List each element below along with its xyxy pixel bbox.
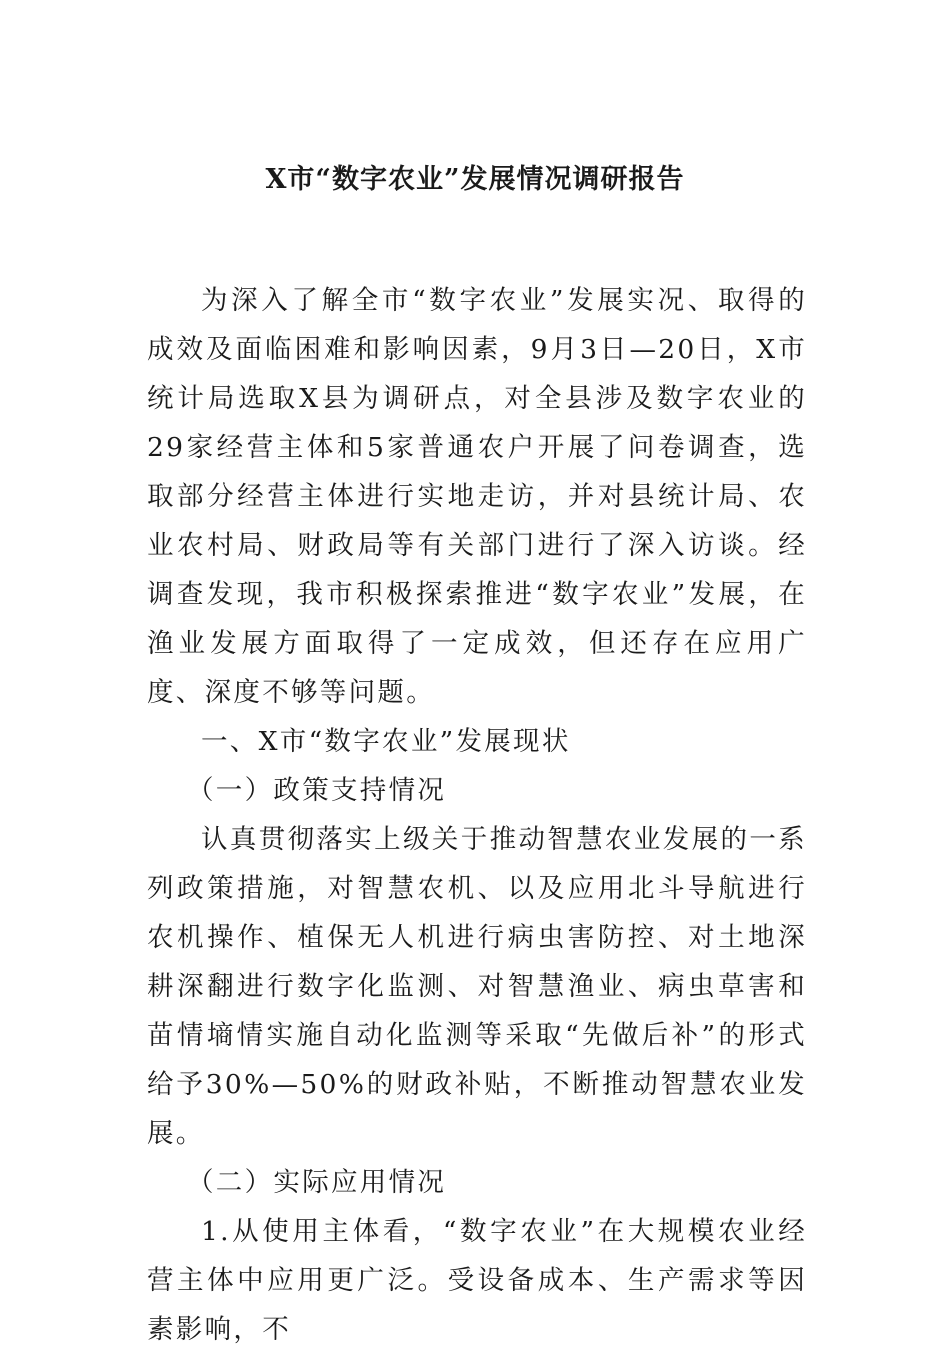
application-paragraph: 1.从使用主体看，“数字农业”在大规模农业经营主体中应用更广泛。受设备成本、生产需求等因素影响，不 [147,1216,807,1345]
policy-paragraph: 认真贯彻落实上级关于推动智慧农业发展的一系列政策措施，对智慧农机、以及应用北斗导航进行农机操作、植保无人机进行病虫害防控、对土地深耕深翻进行数字化监测、对智慧渔业、病虫草害和苗情墒情实施自动化监测等采取“先做后补”的形式给予30%—50%的财政补贴，不断推动智慧农业发展。 [147,824,807,1149]
section-heading-1: 一、X市“数字农业”发展现状 [201,726,571,757]
document-title: X市“数字农业”发展情况调研报告 [265,164,685,195]
subsection-heading-application: （二）实际应用情况 [187,1167,447,1198]
intro-paragraph: 为深入了解全市“数字农业”发展实况、取得的成效及面临困难和影响因素，9月3日—20日，X市统计局选取X县为调研点，对全县涉及数字农业的29家经营主体和5家普通农户开展了问卷调查，选取部分经营主体进行实地走访，并对县统计局、农业农村局、财政局等有关部门进行了深入访谈。经调查发现，我市积极探索推进“数字农业”发展，在渔业发展方面取得了一定成效，但还存在应用广度、深度不够等问题。 [147,285,807,708]
subsection-heading-policy: （一）政策支持情况 [187,775,447,806]
document-body [147,276,807,1354]
